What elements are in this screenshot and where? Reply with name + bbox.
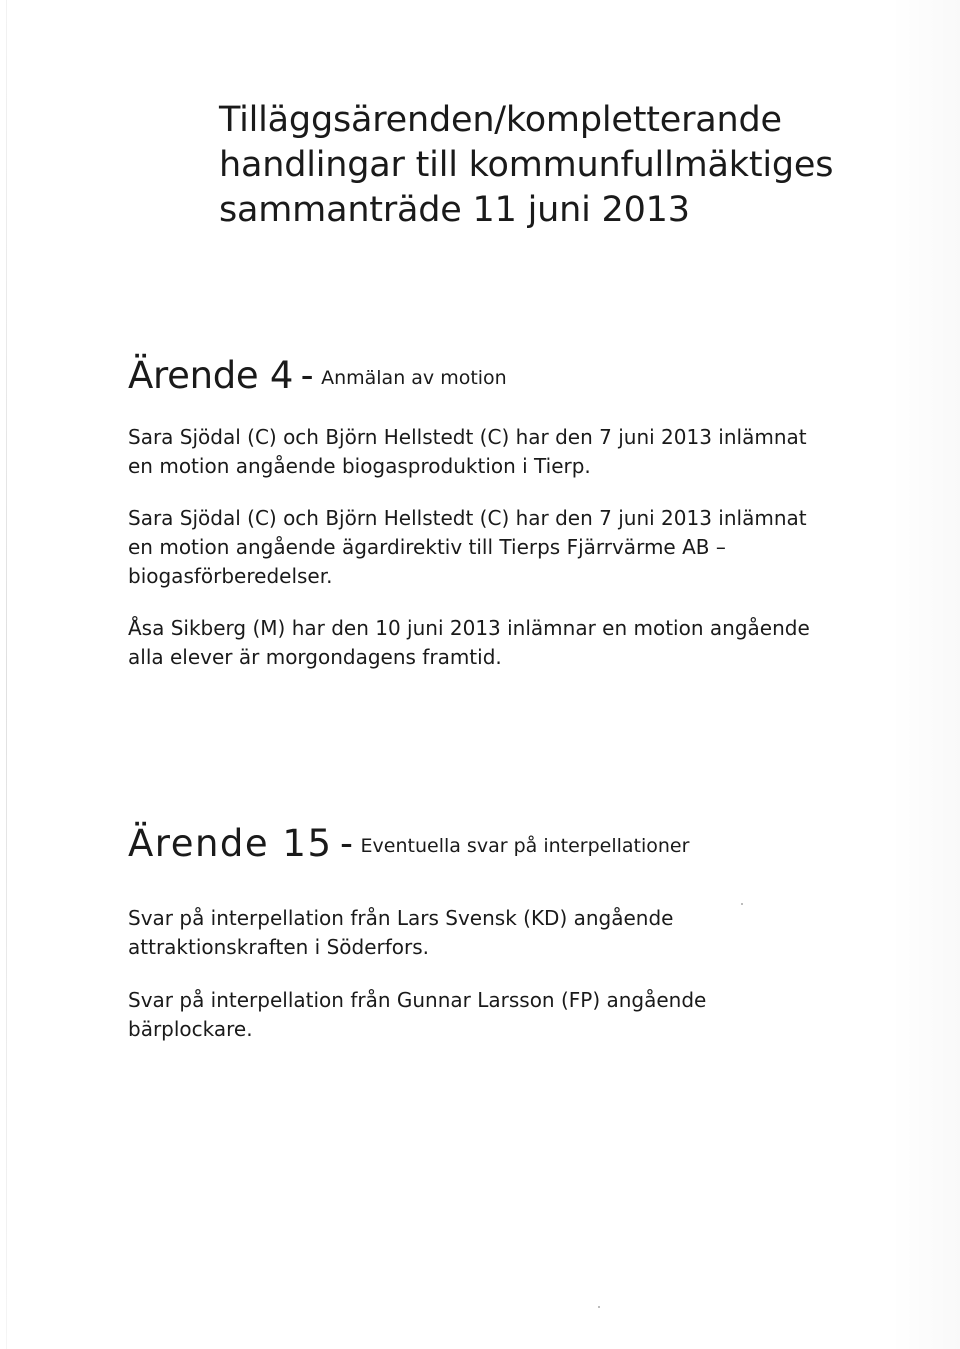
title-line-3: sammanträde 11 juni 2013 <box>219 190 690 230</box>
paragraph-line: Svar på interpellation från Gunnar Larsson (FP) angående <box>128 988 707 1012</box>
paragraph-line: attraktionskraften i Söderfors. <box>128 935 430 959</box>
paragraph-line: en motion angående ägardirektiv till Tierps Fjärrvärme AB – <box>128 535 726 559</box>
paragraph-line: en motion angående biogasproduktion i Tierp. <box>128 454 591 478</box>
section-dash: – <box>301 362 314 390</box>
paragraph-line: Sara Sjödal (C) och Björn Hellstedt (C) har den 7 juni 2013 inlämnat <box>128 425 807 449</box>
title-line-2: handlingar till kommunfullmäktiges <box>219 145 834 185</box>
title-line-1: Tilläggsärenden/kompletterande <box>219 100 782 140</box>
paragraph-line: Åsa Sikberg (M) har den 10 juni 2013 inlämnar en motion angående <box>128 616 810 640</box>
section-subtitle: Anmälan av motion <box>321 367 507 389</box>
paragraph-interpellation-svensk <box>128 904 673 962</box>
scan-shadow-right <box>890 0 960 1349</box>
section-heading-arende-15 <box>128 822 689 865</box>
paragraph-motion-elever <box>128 614 810 672</box>
paragraph-line: biogasförberedelser. <box>128 564 333 588</box>
section-heading-arende-4 <box>128 354 507 397</box>
paragraph-line: Svar på interpellation från Lars Svensk (KD) angående <box>128 906 674 930</box>
section-dash: – <box>340 830 353 858</box>
section-number: Ärende 15 <box>128 822 333 865</box>
paragraph-motion-agardirektiv <box>128 504 807 591</box>
paragraph-line: Sara Sjödal (C) och Björn Hellstedt (C) har den 7 juni 2013 inlämnat <box>128 506 807 530</box>
paragraph-line: alla elever är morgondagens framtid. <box>128 645 502 669</box>
section-subtitle: Eventuella svar på interpellationer <box>360 835 690 857</box>
paragraph-interpellation-larsson <box>128 986 706 1044</box>
paragraph-motion-biogasproduktion <box>128 423 807 481</box>
section-number: Ärende 4 <box>128 354 294 397</box>
scan-speck <box>741 903 743 905</box>
scan-speck <box>598 1306 600 1308</box>
paragraph-line: bärplockare. <box>128 1017 253 1041</box>
scan-edge-left <box>6 0 7 1349</box>
document-title <box>219 98 833 233</box>
